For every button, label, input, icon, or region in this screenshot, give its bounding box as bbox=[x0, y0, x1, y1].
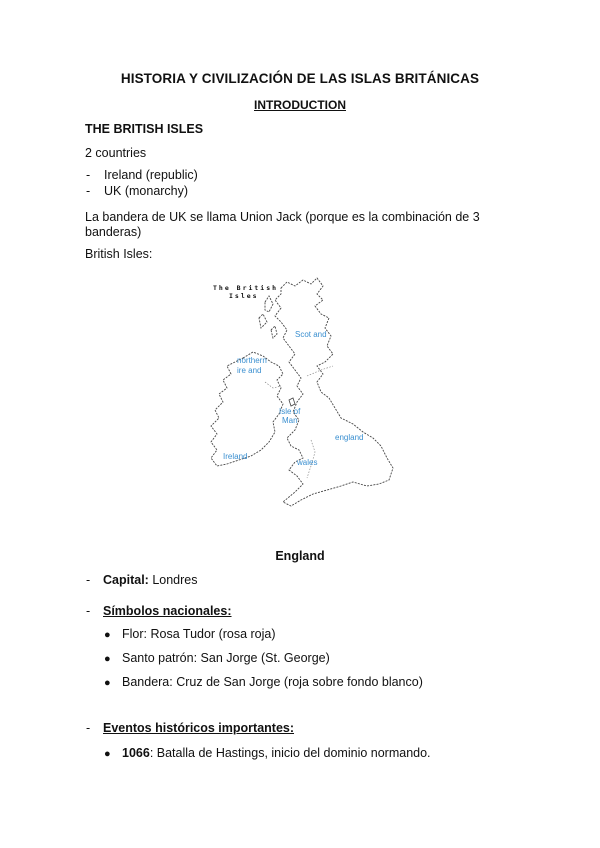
map-label-england: england bbox=[335, 433, 364, 442]
dash-marker: - bbox=[86, 721, 91, 735]
dash-marker: - bbox=[86, 573, 91, 587]
map-label-man: Man bbox=[282, 416, 298, 425]
dash-marker: - bbox=[86, 168, 91, 182]
symbols-label: Símbolos nacionales: bbox=[103, 604, 232, 618]
great-britain-outline bbox=[275, 278, 393, 506]
map-label-ireland: Ireland bbox=[223, 452, 248, 461]
section-heading-british-isles: THE BRITISH ISLES bbox=[85, 122, 204, 136]
event-item-1066 bbox=[122, 746, 431, 760]
event-text: : Batalla de Hastings, inicio del dominio normando. bbox=[149, 746, 431, 760]
bullet-marker: ● bbox=[104, 653, 111, 665]
dash-marker: - bbox=[86, 184, 91, 198]
events-label: Eventos históricos importantes: bbox=[103, 721, 295, 735]
document-title: HISTORIA Y CIVILIZACIÓN DE LAS ISLAS BRITÁNICAS bbox=[120, 71, 480, 86]
bullet-marker: ● bbox=[104, 677, 111, 689]
flag-text-line2: banderas) bbox=[85, 225, 142, 239]
map-label-northern: northern bbox=[237, 356, 267, 365]
british-isles-map-drawing bbox=[203, 270, 398, 515]
document-subtitle: INTRODUCTION bbox=[254, 98, 346, 112]
dash-marker: - bbox=[86, 604, 91, 618]
hebrides-outline bbox=[259, 296, 277, 338]
isle-of-man-outline bbox=[289, 398, 295, 406]
map-title-line2: Isles bbox=[229, 292, 259, 300]
map-label-isle-of: Isle of bbox=[279, 407, 301, 416]
british-isles-label: British Isles: bbox=[85, 247, 153, 261]
england-heading: England bbox=[275, 549, 325, 563]
event-year: 1066 bbox=[122, 746, 150, 760]
bullet-marker: ● bbox=[104, 748, 111, 760]
symbol-item-flower: Flor: Rosa Tudor (rosa roja) bbox=[122, 627, 276, 641]
country-item-ireland: Ireland (republic) bbox=[104, 168, 198, 182]
capital-label: Capital: bbox=[103, 573, 149, 587]
british-isles-map bbox=[203, 270, 398, 515]
map-label-scotland: Scot and bbox=[295, 330, 327, 339]
country-item-uk: UK (monarchy) bbox=[104, 184, 189, 198]
capital-line bbox=[103, 573, 198, 587]
bullet-marker: ● bbox=[104, 629, 111, 641]
capital-value: Londres bbox=[152, 573, 198, 587]
symbol-item-patron-saint: Santo patrón: San Jorge (St. George) bbox=[122, 651, 330, 665]
map-title-line1: The British bbox=[213, 284, 279, 292]
countries-intro: 2 countries bbox=[85, 146, 147, 160]
map-label-wales: wales bbox=[297, 458, 318, 467]
symbol-item-flag: Bandera: Cruz de San Jorge (roja sobre fondo blanco) bbox=[122, 675, 423, 689]
map-label-ireland-north: ire and bbox=[237, 366, 262, 375]
flag-text-line1: La bandera de UK se llama Union Jack (porque es la combinación de 3 bbox=[85, 210, 480, 224]
